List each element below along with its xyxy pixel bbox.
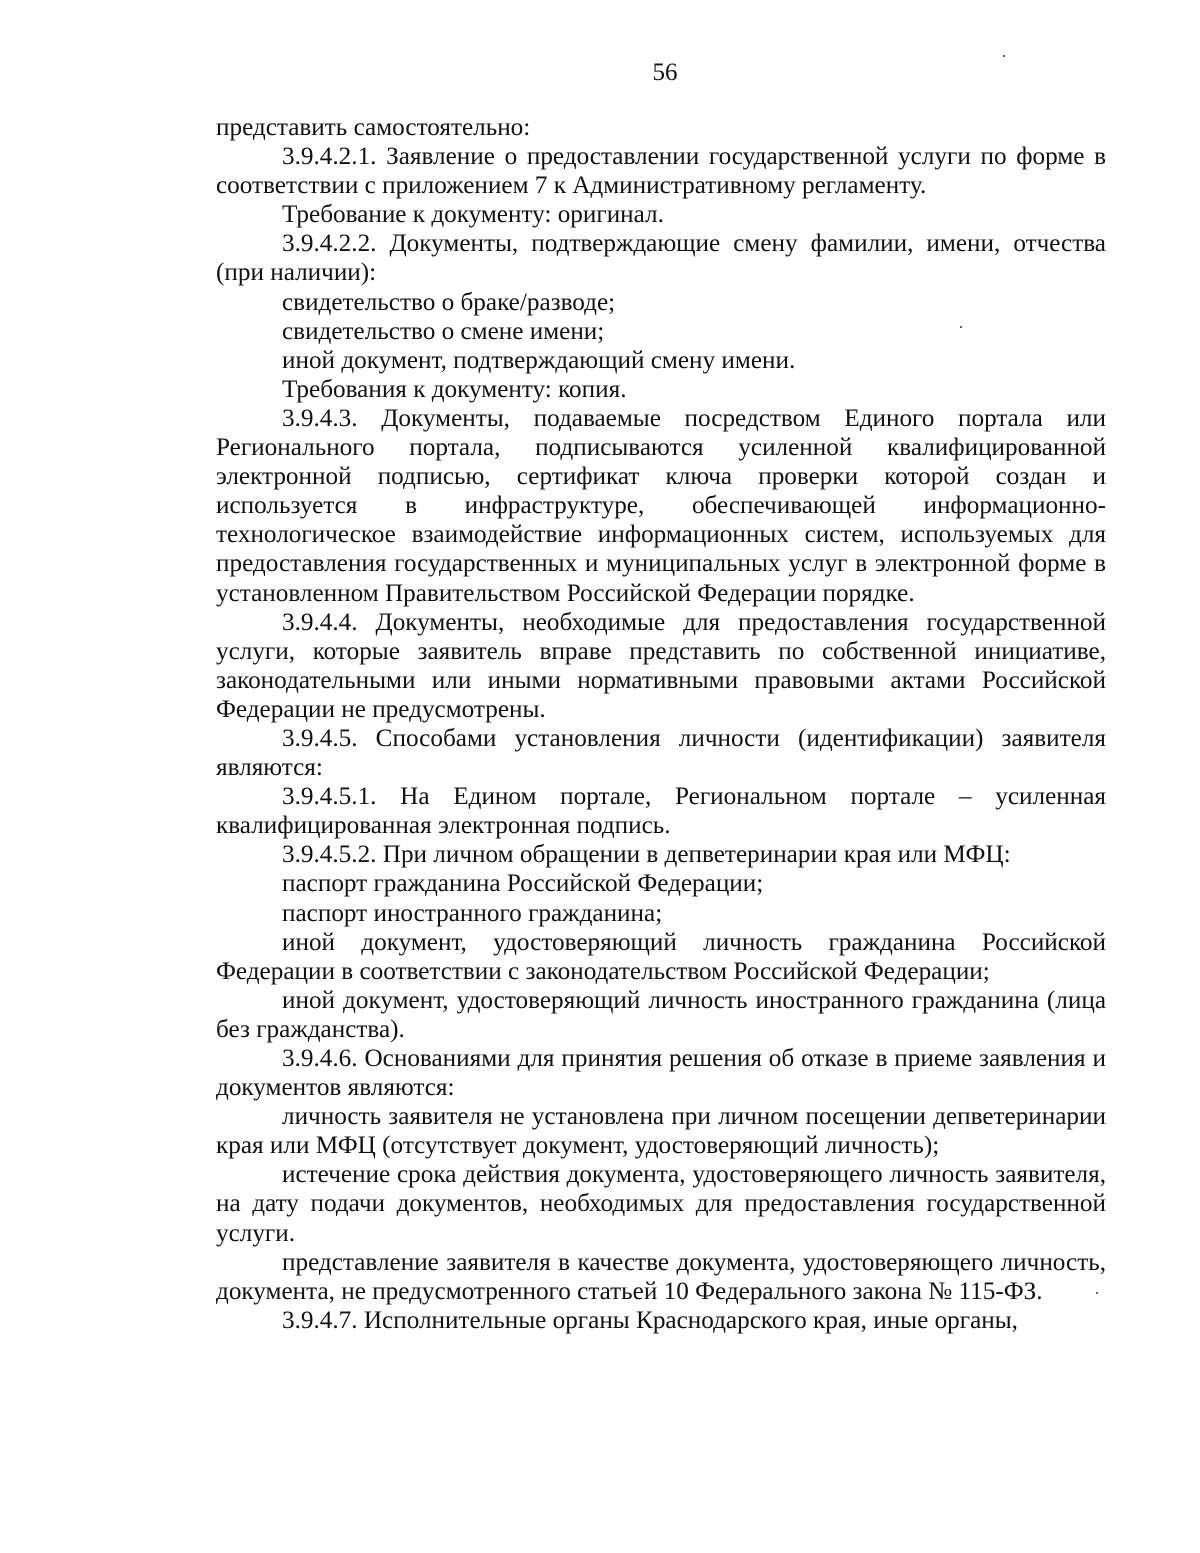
paragraph: 3.9.4.7. Исполнительные органы Краснодарского края, иные органы,	[282, 1306, 1018, 1334]
paragraph: представление заявителя в качестве документа, удостоверяющего личность, документа, не предусмотренного статьей 10 Федерального закона № 115-ФЗ.	[216, 1248, 1106, 1305]
scan-speck	[960, 326, 962, 328]
paragraph: 3.9.4.3. Документы, подаваемые посредством Единого портала или Регионального портала, подписываются усиленной квалифицированной электронной подписью, сертификат ключа проверки которой создан и используется в инфраструктуре, обеспечивающей информационно-технологическое взаимодействие информационных систем, используемых для предоставления государственных и муниципальных услуг в электронной форме в установленном Правительством Российской Федерации порядке.	[216, 404, 1106, 607]
paragraph: свидетельство о браке/разводе;	[282, 288, 616, 316]
paragraph: свидетельство о смене имени;	[282, 317, 605, 345]
paragraph: иной документ, удостоверяющий личность гражданина Российской Федерации в соответствии с законодательством Российской Федерации;	[216, 928, 1106, 985]
paragraph: иной документ, подтверждающий смену имени.	[282, 346, 796, 374]
paragraph: 3.9.4.5.1. На Едином портале, Региональном портале – усиленная квалифицированная электронная подпись.	[216, 783, 1106, 840]
paragraph: Требование к документу: оригинал.	[282, 201, 664, 229]
paragraph: Требования к документу: копия.	[282, 375, 627, 403]
paragraph: паспорт иностранного гражданина;	[282, 899, 663, 927]
paragraph: 3.9.4.2.2. Документы, подтверждающие смену фамилии, имени, отчества (при наличии):	[216, 230, 1106, 287]
paragraph: 3.9.4.4. Документы, необходимые для предоставления государственной услуги, которые заявитель вправе представить по собственной инициативе, законодательными или иными нормативными правовыми актами Российской Федерации не предусмотрены.	[216, 608, 1106, 723]
page-number: 56	[652, 59, 678, 86]
scan-speck	[1003, 55, 1005, 57]
paragraph: иной документ, удостоверяющий личность иностранного гражданина (лица без гражданства).	[216, 986, 1106, 1043]
paragraph: 3.9.4.5.2. При личном обращении в депветеринарии края или МФЦ:	[282, 841, 1011, 869]
paragraph: паспорт гражданина Российской Федерации;	[282, 870, 764, 898]
scan-speck	[1096, 1292, 1098, 1294]
document-body	[216, 113, 1106, 1335]
paragraph: 3.9.4.2.1. Заявление о предоставлении государственной услуги по форме в соответствии с приложением 7 к Административному регламенту.	[216, 143, 1106, 200]
paragraph: 3.9.4.6. Основаниями для принятия решения об отказе в приеме заявления и документов являются:	[216, 1045, 1106, 1102]
paragraph: представить самостоятельно:	[216, 114, 531, 141]
paragraph: 3.9.4.5. Способами установления личности (идентификации) заявителя являются:	[216, 724, 1106, 782]
paragraph: личность заявителя не установлена при личном посещении депветеринарии края или МФЦ (отсутствует документ, удостоверяющий личность);	[216, 1103, 1106, 1160]
paragraph: истечение срока действия документа, удостоверяющего личность заявителя, на дату подачи документов, необходимых для предоставления государственной услуги.	[216, 1161, 1106, 1247]
